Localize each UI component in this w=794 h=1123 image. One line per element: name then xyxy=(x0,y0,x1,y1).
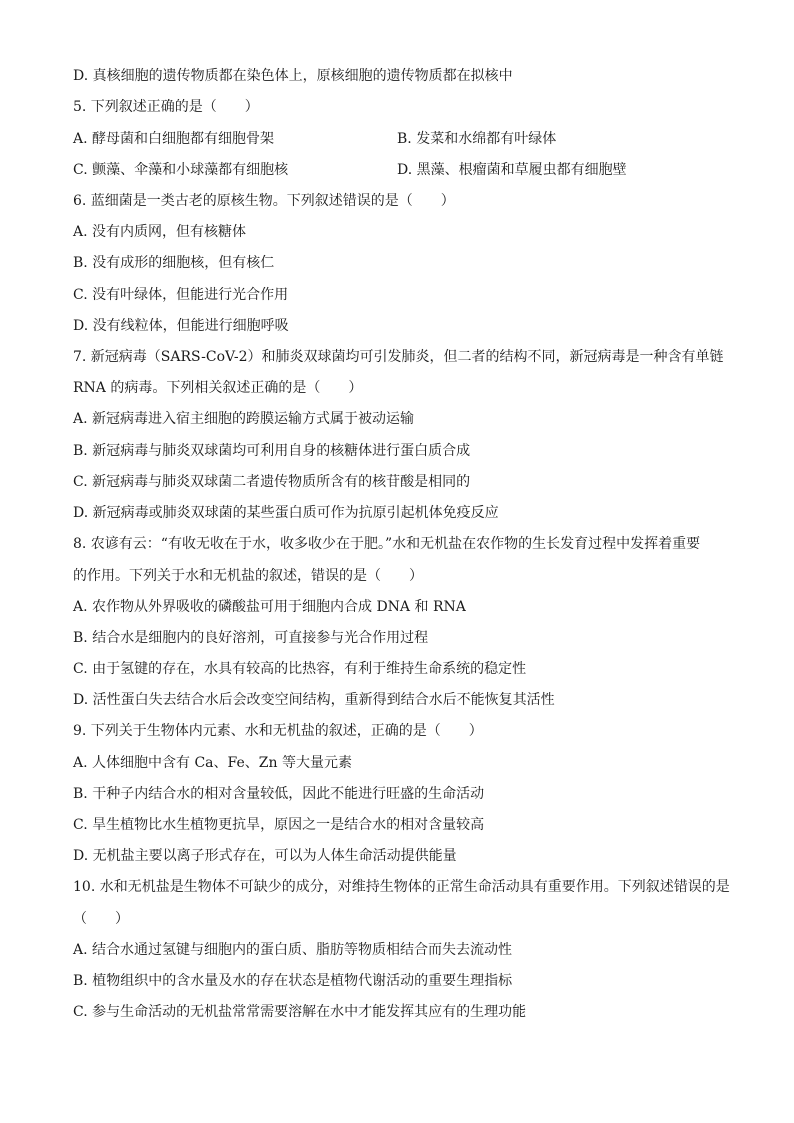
q9-option-a: A. 人体细胞中含有 Ca、Fe、Zn 等大量元素 xyxy=(73,755,352,771)
q8-option-a: A. 农作物从外界吸收的磷酸盐可用于细胞内合成 DNA 和 RNA xyxy=(73,599,466,615)
q10-option-b: B. 植物组织中的含水量及水的存在状态是植物代谢活动的重要生理指标 xyxy=(73,973,513,989)
q7-option-a: A. 新冠病毒进入宿主细胞的跨膜运输方式属于被动运输 xyxy=(73,411,415,427)
q7-stem-line1: 7. 新冠病毒（SARS-CoV-2）和肺炎双球菌均可引发肺炎，但二者的结构不同，新冠病毒是一种含有单链 xyxy=(73,349,724,365)
q7-option-b: B. 新冠病毒与肺炎双球菌均可利用自身的核糖体进行蛋白质合成 xyxy=(73,443,471,459)
q7-option-d: D. 新冠病毒或肺炎双球菌的某些蛋白质可作为抗原引起机体免疫反应 xyxy=(73,505,499,521)
q9-option-d: D. 无机盐主要以离子形式存在，可以为人体生命活动提供能量 xyxy=(73,848,457,864)
q8-option-d: D. 活性蛋白失去结合水后会改变空间结构，重新得到结合水后不能恢复其活性 xyxy=(73,692,555,708)
q8-stem-line1: 8. 农谚有云：“有收无收在于水，收多收少在于肥。”水和无机盐在农作物的生长发育过程中发挥着重要 xyxy=(73,536,701,552)
q9-option-c: C. 旱生植物比水生植物更抗旱，原因之一是结合水的相对含量较高 xyxy=(73,817,485,833)
q7-stem-line2: RNA 的病毒。下列相关叙述正确的是（ ） xyxy=(73,380,363,396)
q8-option-c: C. 由于氢键的存在，水具有较高的比热容，有利于维持生命系统的稳定性 xyxy=(73,661,527,677)
q5-option-d: D. 黑藻、根瘤菌和草履虫都有细胞壁 xyxy=(397,162,627,178)
q5-option-c: C. 颤藻、伞藻和小球藻都有细胞核 xyxy=(73,162,289,178)
q10-option-c: C. 参与生命活动的无机盐常常需要溶解在水中才能发挥其应有的生理功能 xyxy=(73,1004,527,1020)
q6-option-a: A. 没有内质网，但有核糖体 xyxy=(73,224,247,240)
q6-stem: 6. 蓝细菌是一类古老的原核生物。下列叙述错误的是（ ） xyxy=(73,193,455,209)
q5-option-a: A. 酵母菌和白细胞都有细胞骨架 xyxy=(73,131,275,147)
q10-option-a: A. 结合水通过氢键与细胞内的蛋白质、脂肪等物质相结合而失去流动性 xyxy=(73,942,513,958)
q10-stem-line2: （ ） xyxy=(73,911,129,927)
q5-option-b: B. 发菜和水绵都有叶绿体 xyxy=(397,131,557,147)
q4-option-d: D. 真核细胞的遗传物质都在染色体上，原核细胞的遗传物质都在拟核中 xyxy=(73,68,513,84)
q8-option-b: B. 结合水是细胞内的良好溶剂，可直接参与光合作用过程 xyxy=(73,630,429,646)
q9-stem: 9. 下列关于生物体内元素、水和无机盐的叙述，正确的是（ ） xyxy=(73,723,483,739)
q7-option-c: C. 新冠病毒与肺炎双球菌二者遗传物质所含有的核苷酸是相同的 xyxy=(73,474,471,490)
q6-option-b: B. 没有成形的细胞核，但有核仁 xyxy=(73,255,275,271)
q5-stem: 5. 下列叙述正确的是（ ） xyxy=(73,99,259,115)
q6-option-c: C. 没有叶绿体，但能进行光合作用 xyxy=(73,287,289,303)
q8-stem-line2: 的作用。下列关于水和无机盐的叙述，错误的是（ ） xyxy=(73,568,423,584)
q10-stem-line1: 10. 水和无机盐是生物体不可缺少的成分，对维持生物体的正常生命活动具有重要作用。下列叙述错误的是 xyxy=(73,879,730,895)
q6-option-d: D. 没有线粒体，但能进行细胞呼吸 xyxy=(73,318,289,334)
q9-option-b: B. 干种子内结合水的相对含量较低，因此不能进行旺盛的生命活动 xyxy=(73,786,485,802)
